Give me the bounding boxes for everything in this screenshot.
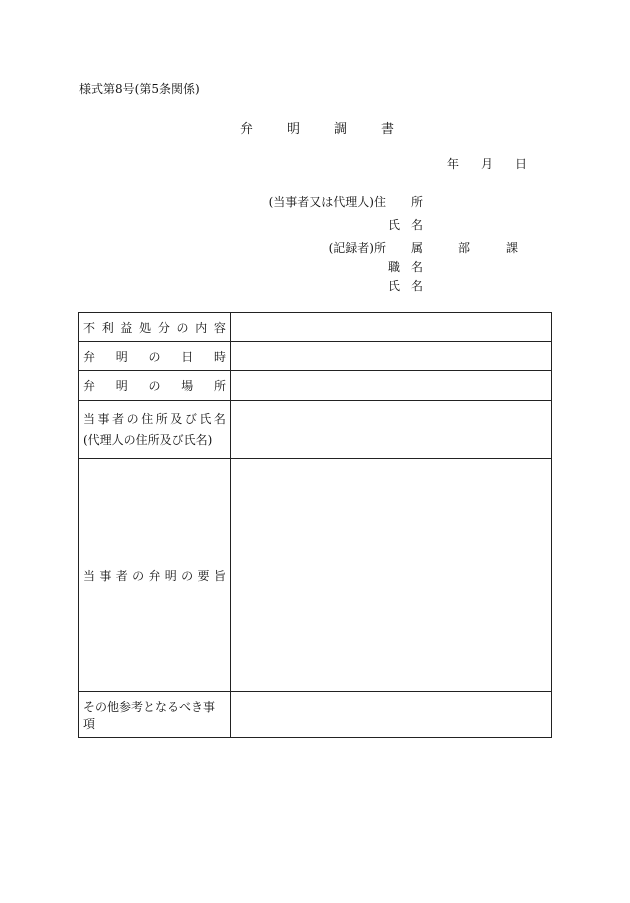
label-char: 場	[181, 379, 194, 393]
row-label-datetime	[79, 342, 231, 371]
document-title	[240, 118, 394, 137]
label-char: 明	[115, 349, 128, 364]
title-char: 書	[381, 122, 395, 137]
label-char: 名	[213, 411, 226, 426]
label-char: 弁	[148, 568, 161, 583]
label-char: の	[176, 320, 189, 335]
form-number: 様式第8号(第5条関係)	[79, 82, 200, 96]
table-row	[79, 692, 552, 738]
table-row	[79, 342, 552, 371]
place-field[interactable]	[231, 371, 552, 401]
label-char: 時	[213, 349, 226, 364]
title-char: 調	[334, 122, 348, 137]
agent-address-sublabel: (代理人の住所及び氏名)	[83, 432, 213, 447]
label-char: 内	[195, 320, 208, 335]
label-char: 住	[141, 411, 154, 426]
row-label-disposition	[79, 313, 231, 342]
label-char: 明	[115, 379, 128, 393]
row-label-other-references	[79, 692, 231, 738]
label-char: 所	[155, 411, 168, 426]
label-char: 容	[213, 320, 226, 335]
label-char: 明	[164, 568, 177, 583]
table-row	[79, 371, 552, 401]
title-char: 明	[287, 122, 301, 137]
label-char: 不	[83, 320, 96, 335]
party-name-label-1: 氏	[388, 218, 401, 232]
label-char: 旨	[213, 568, 226, 583]
label-char: 氏	[199, 411, 212, 426]
table-row	[79, 401, 552, 459]
label-char: の	[148, 349, 161, 364]
recorder-affiliation-suffix: 属	[411, 241, 424, 255]
label-char: 処	[139, 320, 152, 335]
statement-form-table	[78, 312, 552, 738]
other-references-label: その他参考となるべき事項	[83, 699, 216, 731]
statement-summary-field[interactable]	[231, 459, 552, 692]
label-char: の	[132, 568, 145, 583]
recorder-name-label-1: 氏	[388, 279, 401, 293]
row-label-statement-summary	[79, 459, 231, 692]
label-char: 事	[97, 411, 110, 426]
date-day: 日	[515, 157, 528, 171]
label-char: 要	[197, 568, 210, 583]
label-char: 当	[83, 411, 96, 426]
title-char: 弁	[240, 122, 254, 137]
recorder-post-label-1: 職	[388, 260, 401, 274]
party-address-suffix: 所	[411, 195, 424, 209]
party-address-label: (当事者又は代理人)住	[268, 195, 386, 209]
party-name-label-2: 名	[411, 218, 424, 232]
recorder-affiliation-label: (記録者)所	[328, 241, 386, 255]
date-line	[447, 155, 527, 172]
table-row	[79, 313, 552, 342]
label-char: 当	[83, 568, 96, 583]
other-references-field[interactable]	[231, 692, 552, 738]
recorder-department: 部	[458, 241, 471, 255]
datetime-field[interactable]	[231, 342, 552, 371]
label-char: 弁	[83, 349, 96, 364]
label-char: び	[184, 411, 197, 426]
recorder-post-label-2: 名	[411, 260, 424, 274]
label-char: 所	[213, 379, 226, 393]
label-char: 日	[181, 349, 194, 364]
label-char: 及	[170, 411, 183, 426]
recorder-section: 課	[506, 241, 519, 255]
date-year: 年	[447, 157, 460, 171]
recorder-name-label-2: 名	[411, 279, 424, 293]
label-char: 者	[112, 411, 125, 426]
disposition-content-field[interactable]	[231, 313, 552, 342]
row-label-place	[79, 371, 231, 401]
party-address-field[interactable]	[231, 401, 552, 459]
label-char: の	[181, 568, 194, 583]
label-char: 分	[157, 320, 170, 335]
label-char: 事	[99, 568, 112, 583]
label-char: 弁	[83, 379, 96, 393]
label-char: 者	[115, 568, 128, 583]
label-char: 利	[101, 320, 114, 335]
label-char: 益	[120, 320, 133, 335]
date-month: 月	[481, 157, 494, 171]
label-char: の	[126, 411, 139, 426]
row-label-party-address	[79, 401, 231, 459]
table-row	[79, 459, 552, 692]
label-char: の	[148, 379, 161, 393]
